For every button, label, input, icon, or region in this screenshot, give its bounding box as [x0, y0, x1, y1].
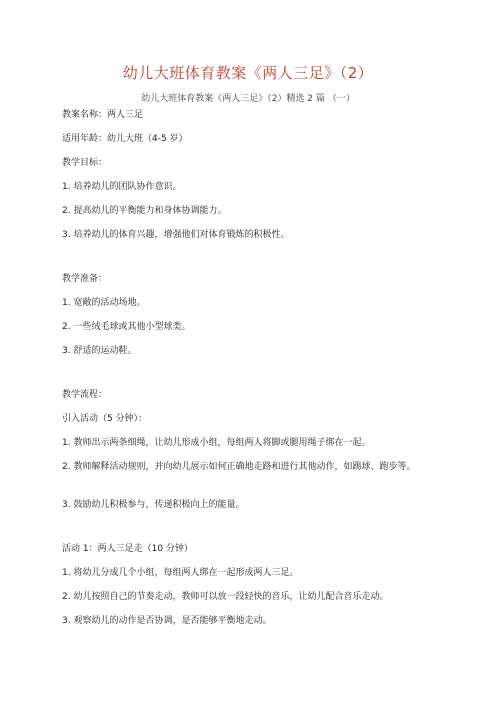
flow-heading: 教学流程：: [62, 390, 108, 400]
activity1-item: 1. 将幼儿分成几个小组，每组两人绑在一起形成两人三足。: [62, 568, 299, 578]
prep-item: 2. 一些绒毛球或其他小型球类。: [62, 322, 191, 332]
document-subtitle: 幼儿大班体育教案《两人三足》（2）精选 2 篇 （一）: [141, 94, 355, 104]
activity1-item: 2. 幼儿按照自己的节奏走动，教师可以放一段轻快的音乐，让幼儿配合音乐走动。: [62, 592, 389, 602]
intro-heading: 引入活动（5 分钟）：: [62, 414, 148, 424]
activity1-heading: 活动 1：两人三足走（10 分钟）: [62, 544, 193, 554]
intro-item: 3. 鼓励幼儿积极参与，传递积极向上的能量。: [62, 500, 245, 510]
goal-item: 2. 提高幼儿的平衡能力和身体协调能力。: [62, 206, 227, 216]
lesson-name: 教案名称：两人三足: [62, 110, 144, 120]
goal-item: 1. 培养幼儿的团队协作意识。: [62, 182, 182, 192]
goal-item: 3. 培养幼儿的体育兴趣，增强他们对体育锻炼的积极性。: [62, 230, 290, 240]
document-title: 幼儿大班体育教案《两人三足》（2）: [122, 64, 374, 82]
intro-item: 1. 教师出示两条细绳，让幼儿形成小组，每组两人将脚或腿用绳子绑在一起。: [62, 438, 371, 448]
activity1-item: 3. 观察幼儿的动作是否协调，是否能够平衡地走动。: [62, 616, 272, 626]
goals-heading: 教学目标：: [62, 158, 108, 168]
intro-item: 2. 教师解释活动规则，并向幼儿展示如何正确地走路和进行其他动作，如踢球、跑步等。: [62, 462, 416, 472]
prep-item: 3. 舒适的运动鞋。: [62, 346, 137, 356]
age-range: 适用年龄：幼儿大班（4-5 岁）: [62, 134, 188, 144]
prep-heading: 教学准备：: [62, 274, 108, 284]
prep-item: 1. 宽敞的活动场地。: [62, 298, 146, 308]
